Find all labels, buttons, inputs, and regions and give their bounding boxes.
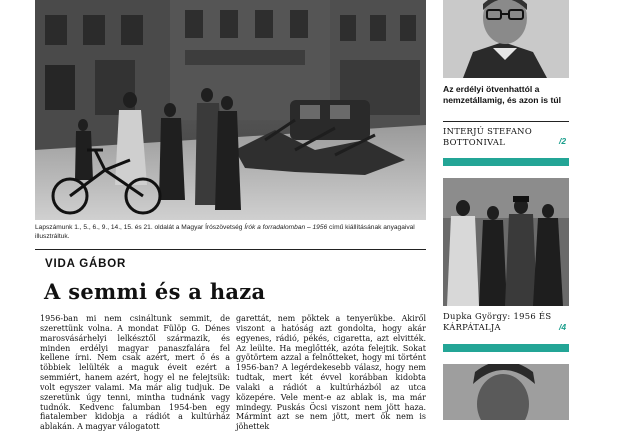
- divider: [35, 249, 426, 250]
- article-author: VIDA GÁBOR: [45, 258, 127, 270]
- caption-text-before: Lapszámunk 1., 5., 6., 9., 14., 15. és 21. oldalát a Magyar Írószövetség: [35, 224, 243, 231]
- column-1-text: 1956-ban mi nem csináltunk semmit, de szerettünk volna. A mondat Fülöp G. Dénes marosvásárhelyi lelkésztől származik, és minden erdélyi magyar panaszfalára fel kellene írni. Nem csak azért, mert ő és a többiek lelülték a maguk éveit ezért a semmiért, hanem azért, hogy el ne felejtsük: volt egyszer valami. Ma már alig tudjuk. De szeretünk úgy tenni, mintha tudnánk vagy tudnók. Kedvenc falumban 1954-ben egy fiatalember kidobja a rádiót a kultúrház ablakán. A magyar válogatott: [40, 314, 230, 432]
- column-2-text: garettát, nem pöktek a tenyerükbe. Akiről viszont a hatóság azt gondolta, hogy akár egyenes, rádió, pékés, cigaretta, azt elvitték. Az leülte. Ha meglőtték, azóta felejtik. Sokat gyötörtem azzal a felnőtteket, hogy mi történt 1956-ban? A legérdekesebb válasz, hogy nem tudtak, mert két évvel korábban kidobta valaki a rádiót a kultúrházból az utca közepére. Vele ment-e az ablak is, ma már mindegy. Puskás Öcsi viszont nem jött haza. Mármint azt se nem jött, mert ők nem is jöhettek: [236, 314, 426, 432]
- article-column-2: [236, 314, 426, 432]
- sidebar-divider: [443, 121, 569, 122]
- sidebar-photo-1[interactable]: [443, 0, 569, 78]
- page-ref-2[interactable]: /4: [559, 322, 567, 332]
- caption-text-after: című kiállításának anyagaival illusztráltuk.: [35, 224, 415, 240]
- page-ref-1[interactable]: /2: [559, 136, 567, 146]
- caption-italic-title: Írók a forradalomban – 1956: [244, 224, 328, 231]
- man-with-glasses-portrait-icon: [443, 0, 569, 78]
- portrait-photo-icon: [443, 364, 569, 420]
- crowd-1956-photo-icon: [443, 178, 569, 306]
- main-photo: [35, 0, 426, 220]
- sidebar-title-1[interactable]: Az erdélyi ötvenhattól a nemzetállamig, és azon is túl: [443, 84, 561, 105]
- sidebar-kicker-1[interactable]: INTERJÚ STEFANO BOTTONIVAL: [443, 126, 532, 147]
- article-column-1: [40, 314, 230, 432]
- sidebar-kicker-2[interactable]: Dupka György: 1956 ÉS KÁRPÁTALJA: [443, 311, 552, 332]
- street-scene-photo-icon: [35, 0, 426, 220]
- photo-caption: [35, 223, 426, 241]
- accent-bar: [443, 158, 569, 166]
- sidebar-photo-2[interactable]: [443, 178, 569, 306]
- sidebar-photo-3[interactable]: [443, 364, 569, 420]
- accent-bar: [443, 344, 569, 352]
- article-headline: A semmi és a haza: [44, 279, 266, 304]
